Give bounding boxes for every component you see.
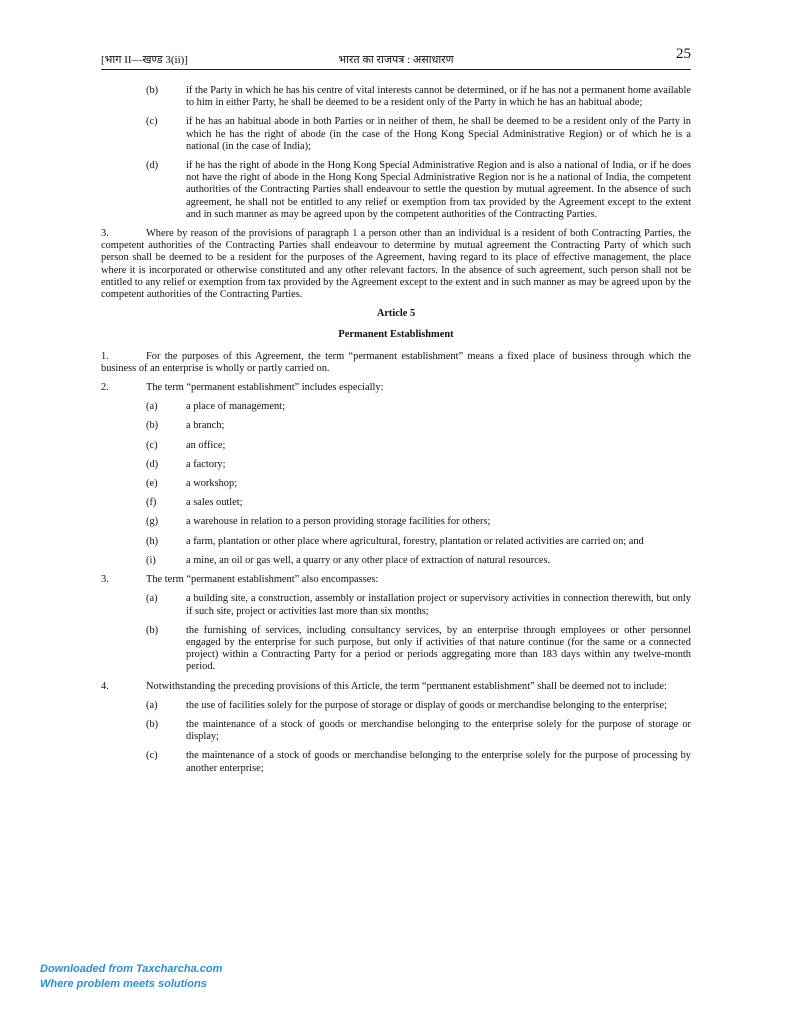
article-title: Article 5	[376, 308, 416, 320]
item-label: (g)	[146, 516, 159, 528]
item-text: if the Party in which he has his centre of vital interests cannot be determined, or if he has not a permanent home available to him in either Party, he shall be deemed to be a resident only of the Party in which he has an habitual abode;	[186, 85, 691, 109]
item-text: a building site, a construction, assembly or installation project or supervisory activities in connection therewith, but only if such site, project or activities last more than six months;	[186, 593, 691, 617]
article-subtitle: Permanent Establishment	[338, 329, 454, 341]
item-label: (d)	[146, 458, 159, 470]
download-watermark[interactable]	[40, 962, 222, 992]
page-number: 25	[676, 46, 691, 62]
list-item	[101, 497, 691, 509]
list-item	[101, 478, 691, 490]
item-text: a warehouse in relation to a person providing storage facilities for others;	[186, 516, 491, 528]
list-item	[101, 719, 691, 743]
paragraph-number: 3.	[101, 228, 109, 240]
watermark-line-2: Where problem meets solutions	[40, 978, 207, 990]
item-label: (b)	[146, 85, 159, 96]
list-item	[101, 516, 691, 528]
item-text: the furnishing of services, including consultancy services, by an enterprise through employees or other personnel engaged by the enterprise for such purpose, but only if activities of that nature continue (for the same or a connected project) within a Contracting Party for a period or periods aggregating more than 183 days within any twelve-month period.	[186, 624, 691, 673]
item-label: (a)	[146, 699, 158, 711]
paragraph-number: 2.	[101, 382, 109, 394]
item-text: a farm, plantation or other place where agricultural, forestry, plantation or related activities are carried on; and	[186, 535, 644, 547]
list-item	[101, 440, 691, 452]
list-item	[101, 593, 691, 617]
item-text: a factory;	[186, 458, 226, 470]
paragraph-number: 4.	[101, 680, 109, 692]
item-label: (c)	[146, 116, 158, 128]
paragraph-text: The term “permanent establishment” also encompasses:	[146, 574, 379, 586]
item-label: (d)	[146, 160, 159, 172]
list-item	[101, 459, 691, 471]
paragraph	[101, 574, 691, 586]
page-header	[101, 46, 691, 68]
paragraph-number: 1.	[101, 350, 109, 362]
item-text: a mine, an oil or gas well, a quarry or any other place of extraction of natural resources.	[186, 554, 551, 566]
item-text: the maintenance of a stock of goods or merchandise belonging to the enterprise solely for the purpose of processing by another enterprise;	[186, 750, 691, 774]
paragraph	[101, 351, 691, 375]
item-label: (b)	[146, 718, 159, 730]
paragraph-number: 3.	[101, 574, 109, 586]
item-label: (f)	[146, 497, 157, 509]
item-text: a branch;	[186, 420, 225, 432]
item-label: (a)	[146, 593, 158, 605]
paragraph	[101, 681, 691, 693]
header-title: भारत का राजपत्र : असाधारण	[338, 54, 454, 66]
list-item	[101, 536, 691, 548]
list-item	[101, 700, 691, 712]
list-item	[101, 750, 691, 774]
paragraph-text: For the purposes of this Agreement, the term “permanent establishment” means a fixed place of business through which the business of an enterprise is wholly or partly carried on.	[101, 350, 691, 374]
list-item	[101, 625, 691, 674]
item-text: the maintenance of a stock of goods or merchandise belonging to the enterprise solely for the purpose of storage or display;	[186, 718, 691, 743]
item-label: (a)	[146, 401, 158, 413]
header-rule	[101, 69, 691, 70]
item-label: (c)	[146, 439, 158, 451]
paragraph-text: Where by reason of the provisions of paragraph 1 a person other than an individual is a resident of both Contracting Parties, the competent authorities of the Contracting Parties shall endeavour to determine by mutual agreement the Contracting Party of which such person shall be deemed to be a resident for the purposes of the Agreement, having regard to its place of effective management, the place where it is incorporated or otherwise constituted and any other relevant factors. In the absence of such agreement, such person shall not be entitled to any relief or exemption from tax provided by the Agreement except to the extent and in such manner as may be agreed upon by the competent authorities of the Contracting Parties.	[101, 228, 691, 301]
item-text: a sales outlet;	[186, 497, 243, 509]
list-item	[101, 116, 691, 153]
item-text: an office;	[186, 439, 226, 451]
list-item	[101, 420, 691, 432]
item-text: a place of management;	[186, 401, 285, 413]
item-label: (c)	[146, 750, 158, 762]
list-item	[101, 401, 691, 413]
header-section: [भाग II—खण्ड 3(ii)]	[101, 54, 188, 66]
list-item	[101, 555, 691, 567]
paragraph-text: Notwithstanding the preceding provisions of this Article, the term “permanent establishment” shall be deemed not to include:	[146, 680, 667, 692]
item-text: a workshop;	[186, 478, 238, 490]
item-label: (i)	[146, 554, 156, 566]
item-text: if he has the right of abode in the Hong Kong Special Administrative Region and is also a national of India, or if he does not have the right of abode in the Hong Kong Special Administrative Region nor is he a national of India, the competent authorities of the Contracting Parties shall endeavour to settle the question by mutual agreement. In the absence of such agreement, he shall not be entitled to any relief or exemption from tax provided by the Agreement except to the extent and in such manner as may be agreed upon by the competent authorities of the Contracting Parties.	[186, 160, 691, 220]
item-label: (b)	[146, 420, 159, 432]
item-label: (b)	[146, 624, 159, 636]
list-item	[101, 160, 691, 221]
watermark-line-1: Downloaded from Taxcharcha.com	[40, 963, 223, 975]
document-body	[101, 85, 691, 782]
item-text: the use of facilities solely for the purpose of storage or display of goods or merchandise belonging to the enterprise;	[186, 699, 668, 711]
paragraph	[101, 228, 691, 301]
item-label: (h)	[146, 535, 159, 547]
item-label: (e)	[146, 478, 158, 490]
paragraph-text: The term “permanent establishment” includes especially:	[146, 382, 384, 394]
item-text: if he has an habitual abode in both Parties or in neither of them, he shall be deemed to be a resident only of the Party in which he has the right of abode (in the case of the Hong Kong Special Administrative Region) or of which he is a national (in the case of India);	[186, 116, 691, 152]
list-item	[101, 85, 691, 109]
paragraph	[101, 382, 691, 394]
